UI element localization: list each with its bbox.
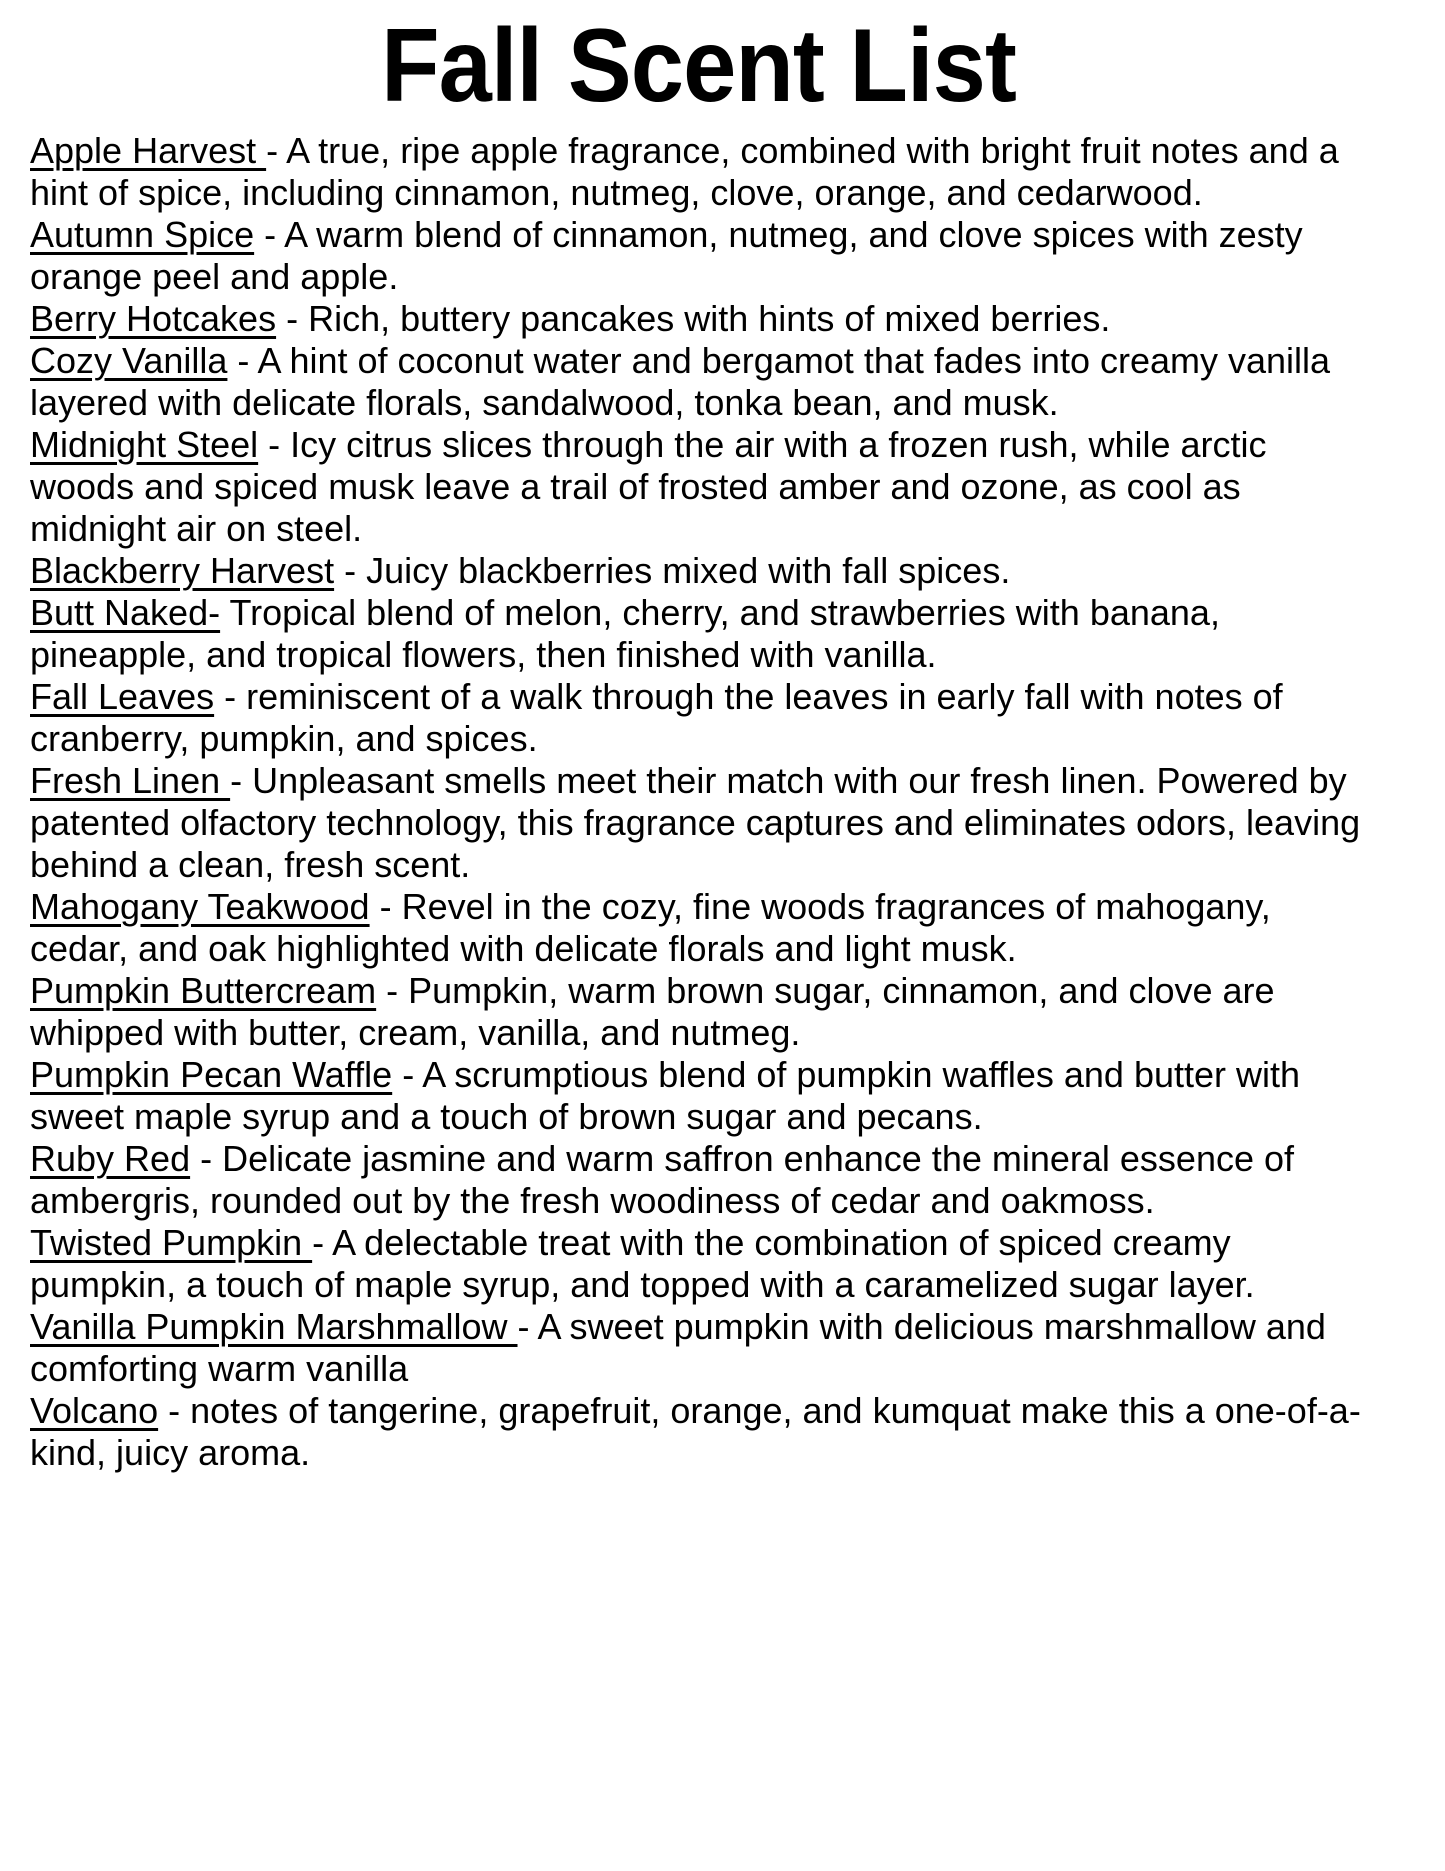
- scent-description: A scrumptious blend of pumpkin waffles and butter with sweet maple syrup and a touch of brown sugar and pecans.: [30, 1054, 1301, 1137]
- scent-separator: -: [214, 676, 247, 717]
- scent-entry: [30, 550, 1367, 592]
- scent-description: A hint of coconut water and bergamot that fades into creamy vanilla layered with delicate florals, sandalwood, tonka bean, and musk.: [30, 340, 1331, 423]
- scent-separator: -: [369, 886, 402, 927]
- scent-separator: -: [227, 340, 258, 381]
- scent-description: A delectable treat with the combination of spiced creamy pumpkin, a touch of maple syrup, and topped with a caramelized sugar layer.: [30, 1222, 1255, 1305]
- scent-separator: -: [376, 970, 409, 1011]
- scent-description: Icy citrus slices through the air with a frozen rush, while arctic woods and spiced musk leave a trail of frosted amber and ozone, as cool as midnight air on steel.: [30, 424, 1267, 549]
- scent-description: A true, ripe apple fragrance, combined with bright fruit notes and a hint of spice, including cinnamon, nutmeg, clove, orange, and cedarwood.: [30, 130, 1339, 213]
- scent-entry: [30, 760, 1367, 886]
- scent-entry: [30, 424, 1367, 550]
- scent-description: Delicate jasmine and warm saffron enhance the mineral essence of ambergris, rounded out by the fresh woodiness of cedar and oakmoss.: [30, 1138, 1295, 1221]
- scent-separator: -: [312, 1222, 333, 1263]
- scent-separator: -: [158, 1390, 191, 1431]
- scent-entry: [30, 1390, 1367, 1474]
- scent-description: A sweet pumpkin with delicious marshmallow and comforting warm vanilla: [30, 1306, 1326, 1389]
- scent-entry: [30, 1138, 1367, 1222]
- scent-separator: -: [258, 424, 291, 465]
- scent-entry: [30, 592, 1367, 676]
- scent-entry: [30, 1306, 1367, 1390]
- scent-separator: -: [254, 214, 285, 255]
- scent-description: Juicy blackberries mixed with fall spices.: [366, 550, 1011, 591]
- scent-description: Rich, buttery pancakes with hints of mixed berries.: [308, 298, 1111, 339]
- scent-entry: [30, 970, 1367, 1054]
- scent-separator: -: [276, 298, 309, 339]
- scent-entry: [30, 340, 1367, 424]
- scent-name: Fall Leaves: [30, 676, 215, 717]
- scent-name: Fresh Linen: [30, 760, 231, 801]
- scent-name: Twisted Pumpkin: [30, 1222, 313, 1263]
- scent-separator: -: [190, 1138, 223, 1179]
- scent-name: Volcano: [30, 1390, 159, 1431]
- scent-entry: [30, 886, 1367, 970]
- scent-name: Ruby Red: [30, 1138, 191, 1179]
- scent-name: Pumpkin Pecan Waffle: [30, 1054, 393, 1095]
- scent-description: A warm blend of cinnamon, nutmeg, and clove spices with zesty orange peel and apple.: [30, 214, 1303, 297]
- scent-description: reminiscent of a walk through the leaves in early fall with notes of cranberry, pumpkin, and spices.: [30, 676, 1283, 759]
- scent-separator: -: [334, 550, 367, 591]
- scent-description: Unpleasant smells meet their match with our fresh linen. Powered by patented olfactory technology, this fragrance captures and eliminates odors, leaving behind a clean, fresh scent.: [30, 760, 1361, 885]
- scent-description: Tropical blend of melon, cherry, and strawberries with banana, pineapple, and tropical flowers, then finished with vanilla.: [30, 592, 1220, 675]
- scent-name: Apple Harvest: [30, 130, 267, 171]
- scent-separator: -: [230, 760, 253, 801]
- scent-name: Cozy Vanilla: [30, 340, 228, 381]
- scent-separator: -: [266, 130, 287, 171]
- scent-separator: -: [517, 1306, 538, 1347]
- scent-name: Vanilla Pumpkin Marshmallow: [30, 1306, 518, 1347]
- scent-list: [30, 130, 1367, 1474]
- scent-name: Midnight Steel: [30, 424, 259, 465]
- scent-entry: [30, 130, 1367, 214]
- scent-entry: [30, 1222, 1367, 1306]
- scent-name: Butt Naked-: [30, 592, 221, 633]
- scent-entry: [30, 298, 1367, 340]
- scent-name: Mahogany Teakwood: [30, 886, 370, 927]
- scent-entry: [30, 214, 1367, 298]
- scent-name: Pumpkin Buttercream: [30, 970, 377, 1011]
- scent-name: Berry Hotcakes: [30, 298, 277, 339]
- scent-description: notes of tangerine, grapefruit, orange, and kumquat make this a one-of-a-kind, juicy aroma.: [30, 1390, 1361, 1473]
- scent-name: Autumn Spice: [30, 214, 255, 255]
- scent-entry: [30, 1054, 1367, 1138]
- scent-name: Blackberry Harvest: [30, 550, 335, 591]
- scent-description: Pumpkin, warm brown sugar, cinnamon, and clove are whipped with butter, cream, vanilla, and nutmeg.: [30, 970, 1275, 1053]
- scent-entry: [30, 676, 1367, 760]
- scent-separator: -: [392, 1054, 423, 1095]
- scent-description: Revel in the cozy, fine woods fragrances of mahogany, cedar, and oak highlighted with delicate florals and light musk.: [30, 886, 1271, 969]
- page-title: Fall Scent List: [381, 8, 1016, 124]
